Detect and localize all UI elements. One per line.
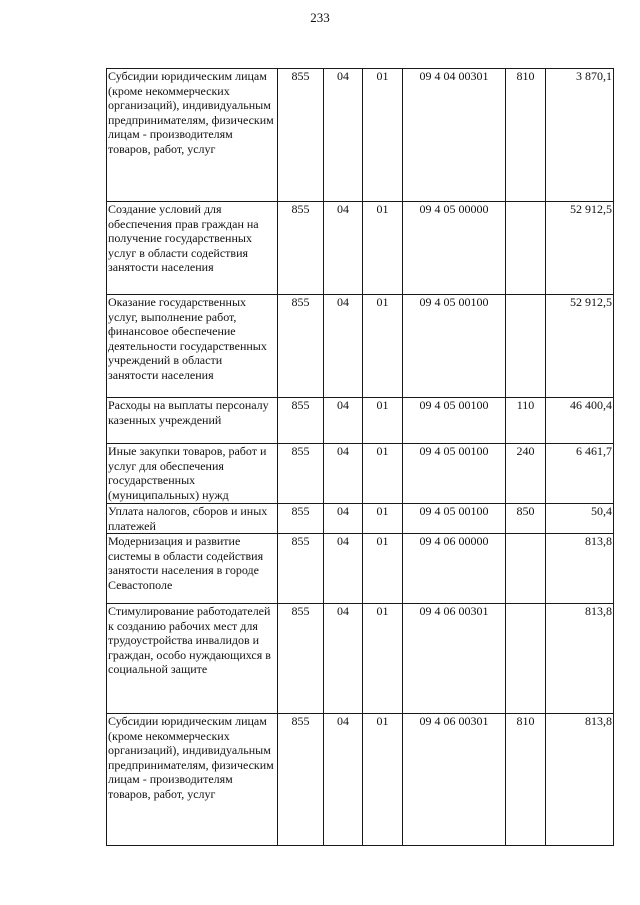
target-article-cell: 09 4 05 00100 (403, 398, 506, 444)
ministry-code-cell: 855 (278, 504, 324, 534)
expense-type-cell (506, 202, 546, 295)
amount-cell: 50,4 (546, 504, 614, 534)
row-name-cell: Субсидии юридическим лицам (кроме некоммерческих организаций), индивидуальным предпринимателям, физическим лицам - производителям товаров, работ, услуг (107, 69, 278, 202)
table-row (107, 714, 614, 846)
ministry-code-cell: 855 (278, 69, 324, 202)
target-article-cell: 09 4 05 00100 (403, 444, 506, 504)
expense-type-cell: 110 (506, 398, 546, 444)
table-row (107, 398, 614, 444)
expense-type-cell: 810 (506, 714, 546, 846)
section-code-cell: 04 (324, 534, 363, 604)
table-row (107, 69, 614, 202)
target-article-cell: 09 4 05 00100 (403, 504, 506, 534)
subsection-code-cell: 01 (363, 714, 403, 846)
subsection-code-cell: 01 (363, 604, 403, 714)
ministry-code-cell: 855 (278, 604, 324, 714)
section-code-cell: 04 (324, 444, 363, 504)
expense-type-cell: 240 (506, 444, 546, 504)
page-number: 233 (310, 10, 330, 25)
section-code-cell: 04 (324, 295, 363, 398)
amount-cell: 813,8 (546, 714, 614, 846)
ministry-code-cell: 855 (278, 295, 324, 398)
subsection-code-cell: 01 (363, 69, 403, 202)
ministry-code-cell: 855 (278, 398, 324, 444)
expense-type-cell: 810 (506, 69, 546, 202)
amount-cell: 52 912,5 (546, 202, 614, 295)
subsection-code-cell: 01 (363, 444, 403, 504)
row-name-cell: Стимулирование работодателей к созданию рабочих мест для трудоустройства инвалидов и граждан, особо нуждающихся в социальной защите (107, 604, 278, 714)
expense-type-cell (506, 295, 546, 398)
row-name-cell: Расходы на выплаты персоналу казенных учреждений (107, 398, 278, 444)
amount-cell: 52 912,5 (546, 295, 614, 398)
subsection-code-cell: 01 (363, 398, 403, 444)
expense-type-cell: 850 (506, 504, 546, 534)
subsection-code-cell: 01 (363, 295, 403, 398)
section-code-cell: 04 (324, 69, 363, 202)
table-row (107, 202, 614, 295)
table-row (107, 534, 614, 604)
amount-cell: 3 870,1 (546, 69, 614, 202)
row-name-cell: Создание условий для обеспечения прав граждан на получение государственных услуг в области содействия занятости населения (107, 202, 278, 295)
ministry-code-cell: 855 (278, 444, 324, 504)
table-row (107, 604, 614, 714)
row-name-cell: Уплата налогов, сборов и иных платежей (107, 504, 278, 534)
row-name-cell: Модернизация и развитие системы в области содействия занятости населения в городе Севастополе (107, 534, 278, 604)
amount-cell: 6 461,7 (546, 444, 614, 504)
amount-cell: 46 400,4 (546, 398, 614, 444)
subsection-code-cell: 01 (363, 534, 403, 604)
section-code-cell: 04 (324, 398, 363, 444)
ministry-code-cell: 855 (278, 534, 324, 604)
subsection-code-cell: 01 (363, 504, 403, 534)
table-row (107, 295, 614, 398)
section-code-cell: 04 (324, 504, 363, 534)
section-code-cell: 04 (324, 202, 363, 295)
table-body (107, 69, 614, 846)
ministry-code-cell: 855 (278, 202, 324, 295)
section-code-cell: 04 (324, 714, 363, 846)
amount-cell: 813,8 (546, 534, 614, 604)
target-article-cell: 09 4 05 00100 (403, 295, 506, 398)
row-name-cell: Оказание государственных услуг, выполнение работ, финансовое обеспечение деятельности государственных учреждений в области занятости населения (107, 295, 278, 398)
section-code-cell: 04 (324, 604, 363, 714)
expense-type-cell (506, 534, 546, 604)
target-article-cell: 09 4 04 00301 (403, 69, 506, 202)
budget-table (106, 68, 614, 846)
target-article-cell: 09 4 06 00301 (403, 604, 506, 714)
table-row (107, 444, 614, 504)
subsection-code-cell: 01 (363, 202, 403, 295)
row-name-cell: Иные закупки товаров, работ и услуг для обеспечения государственных (муниципальных) нужд (107, 444, 278, 504)
row-name-cell: Субсидии юридическим лицам (кроме некоммерческих организаций), индивидуальным предпринимателям, физическим лицам - производителям товаров, работ, услуг (107, 714, 278, 846)
amount-cell: 813,8 (546, 604, 614, 714)
target-article-cell: 09 4 06 00000 (403, 534, 506, 604)
target-article-cell: 09 4 05 00000 (403, 202, 506, 295)
expense-type-cell (506, 604, 546, 714)
table-row (107, 504, 614, 534)
target-article-cell: 09 4 06 00301 (403, 714, 506, 846)
ministry-code-cell: 855 (278, 714, 324, 846)
